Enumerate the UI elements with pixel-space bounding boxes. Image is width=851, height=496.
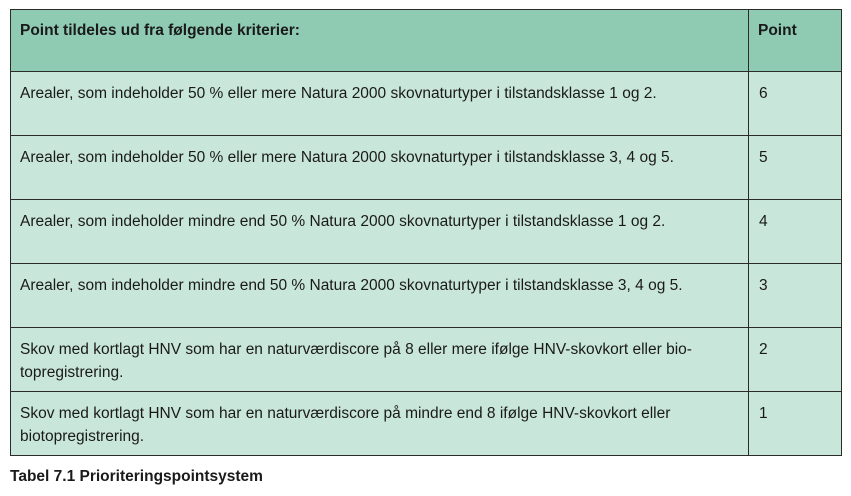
table-caption: Tabel 7.1 Prioriteringspointsystem: [10, 468, 263, 485]
table-header-row: [11, 10, 842, 72]
point-value: 6: [759, 85, 768, 102]
criteria-cell: [11, 392, 749, 456]
point-value: 3: [759, 277, 768, 294]
criteria-text: Arealer, som indeholder mindre end 50 % Natura 2000 skovnaturtyper i tilstandsklasse 1 og 2.: [20, 213, 666, 230]
header-criteria: [11, 10, 749, 72]
criteria-table: [10, 9, 842, 456]
table-row: [11, 264, 842, 328]
criteria-text: Arealer, som indeholder 50 % eller mere Natura 2000 skovnaturtyper i tilstandsklasse 1 og 2.: [20, 85, 657, 102]
criteria-cell: [11, 200, 749, 264]
criteria-text: Arealer, som indeholder 50 % eller mere Natura 2000 skovnaturtyper i tilstandsklasse 3, 4 og 5.: [20, 149, 674, 166]
point-cell: [749, 136, 842, 200]
criteria-cell: [11, 264, 749, 328]
table-row: [11, 72, 842, 136]
point-cell: [749, 392, 842, 456]
point-cell: [749, 264, 842, 328]
point-value: 4: [759, 213, 768, 230]
table-row: [11, 200, 842, 264]
criteria-text: Arealer, som indeholder mindre end 50 % Natura 2000 skovnaturtyper i tilstandsklasse 3, 4 og 5.: [20, 277, 683, 294]
table-row: [11, 392, 842, 456]
criteria-cell: [11, 136, 749, 200]
point-value: 1: [759, 405, 768, 422]
table-row: [11, 136, 842, 200]
point-cell: [749, 200, 842, 264]
table-row: [11, 328, 842, 392]
criteria-cell: [11, 328, 749, 392]
header-point: [749, 10, 842, 72]
header-criteria-label: Point tildeles ud fra følgende kriterier:: [20, 22, 300, 39]
criteria-cell: [11, 72, 749, 136]
point-value: 2: [759, 341, 768, 358]
header-point-label: Point: [758, 22, 797, 39]
point-value: 5: [759, 149, 768, 166]
criteria-text: Skov med kortlagt HNV som har en naturværdiscore på mindre end 8 ifølge HNV-skovkort eller biotopregistrering.: [20, 405, 671, 445]
criteria-text: Skov med kortlagt HNV som har en naturværdiscore på 8 eller mere ifølge HNV-skovkort eller bio-topregistrering.: [20, 341, 692, 381]
point-cell: [749, 328, 842, 392]
point-cell: [749, 72, 842, 136]
